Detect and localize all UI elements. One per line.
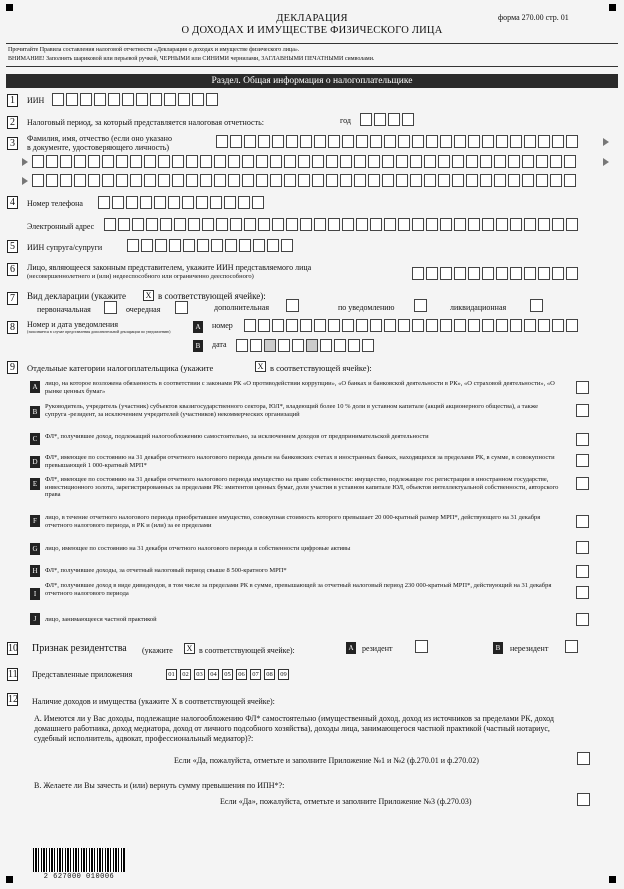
field-number: 1 [7, 94, 18, 107]
category-letter: J [30, 613, 40, 625]
categories-label-2: в соответствующей ячейке): [270, 363, 372, 373]
category-text: лицо, в течение отчетного налогового периода приобретавшее имущество, совокупная стоимость которого превышает 20 000-кратный размер МРП*, действующего на 31 декабря отчетного налогового периода, в РК и (или) за ее пределами [45, 514, 541, 529]
field-number: 6 [7, 263, 18, 276]
category-text: Руководитель, учредитель (участник) субъектов квазигосударственного сектора, ЮЛ*, владеющий более 10 % доли в уставном капитале (акций акционерного общества), а также супруга -резидент, за исключением учредителей (участников) некоммерческих организаций [45, 403, 539, 418]
category-text: лицо, имеющее по состоянию на 31 декабря отчетного налогового периода в собственности цифровые активы [45, 545, 351, 552]
x-sample-box: X [184, 643, 195, 654]
corner-mark [6, 876, 13, 883]
category-checkbox[interactable] [576, 541, 589, 554]
iin-input[interactable] [52, 93, 218, 106]
corner-mark [6, 4, 13, 11]
appendix-checkbox[interactable]: 01 [166, 669, 177, 680]
notice-number-note: (заполняется в случае представления дополнительной декларации по уведомлению) [27, 329, 171, 334]
category-text: ФЛ*, получившее доходы, за отчетный налоговый период свыше 8 500-кратного МРП* [45, 567, 287, 574]
income-label: Наличие доходов и имущества (укажите X в соответствующей ячейке): [32, 697, 275, 706]
letter-b-badge: B [493, 642, 503, 654]
notice-number-input[interactable] [244, 319, 578, 332]
residency-hint-2: в соответствующей ячейке): [199, 646, 295, 655]
category-letter: A [30, 381, 40, 393]
type-initial-checkbox[interactable] [104, 301, 117, 314]
notice-date-sub: дата [212, 340, 227, 349]
barcode-number: 2 627000 010006 [43, 873, 115, 881]
category-checkbox[interactable] [576, 477, 589, 490]
field-number: 3 [7, 137, 18, 150]
year-label: год [340, 116, 351, 125]
appendix-checkbox[interactable]: 09 [278, 669, 289, 680]
corner-mark [609, 876, 616, 883]
appendix-checkbox[interactable]: 04 [208, 669, 219, 680]
phone-input[interactable] [98, 196, 264, 209]
appendix-checkbox[interactable]: 03 [194, 669, 205, 680]
category-text: лицо, на которое возложена обязанность в соответствии с законами РК «О противодействии коррупции», «О банках и банковской деятельности в РК», «О страховой деятельности», «О рынке ценных бумаг» [45, 380, 555, 395]
name-label: Фамилия, имя, отчество (если оно указано [27, 134, 172, 143]
spouse-iin-input[interactable] [127, 239, 293, 252]
question-a: A. Имеются ли у Вас доходы, подлежащие налогообложению ФЛ* самостоятельно (имущественный доход, доход из источников за пределами РК, доход домашнего работника, доход медиатора, доход от личного подсобного хозяйства), доходы лица, занимающегося частной практикой (частный нотариус, судебный исполнитель, адвокат, профессиональный медиатор)?: [34, 714, 554, 743]
nonresident-label: нерезидент [510, 644, 549, 653]
spouse-iin-label: ИИН супруга/супруги [27, 243, 103, 252]
period-label: Налоговый период, за который представляется налоговая отчетность: [27, 118, 264, 127]
field-number: 2 [7, 116, 18, 129]
continue-arrow-icon [22, 158, 28, 166]
category-checkbox[interactable] [576, 433, 589, 446]
email-input[interactable] [104, 218, 578, 231]
representative-label-2: (несовершеннолетнего и (или) недееспособного или ограниченно дееспособного) [27, 273, 254, 280]
category-checkbox[interactable] [576, 613, 589, 626]
appendix-checkbox[interactable]: 07 [250, 669, 261, 680]
name-input-row-1[interactable] [216, 135, 578, 148]
form-title: ДЕКЛАРАЦИЯ [276, 13, 348, 24]
divider [6, 43, 618, 44]
category-letter: C [30, 433, 40, 445]
year-input[interactable] [360, 113, 414, 126]
field-number: 8 [7, 321, 18, 334]
field-number: 11 [8, 669, 18, 680]
notice-rules: Прочитайте Правила составления налоговой отчетности «Декларация о доходах и имуществе физического лица». [8, 47, 300, 53]
category-letter: B [30, 406, 40, 418]
section-header: Раздел. Общая информация о налогоплательщике [6, 74, 618, 88]
category-text: лицо, занимающееся частной практикой [45, 616, 157, 623]
appendix-checkbox[interactable]: 08 [264, 669, 275, 680]
category-checkbox[interactable] [576, 565, 589, 578]
email-label: Электронный адрес [27, 222, 95, 231]
residency-hint: (укажите [142, 646, 173, 655]
category-letter: D [30, 456, 40, 468]
x-sample-box: X [143, 290, 154, 301]
appendix-checkbox[interactable]: 05 [222, 669, 233, 680]
notice-number-label: Номер и дата уведомления [27, 320, 119, 329]
name-label-2: в документе, удостоверяющего личность) [27, 143, 170, 152]
category-text: ФЛ*, получившее доход, подлежащий налогообложению самостоятельно, за исключением доходов от предпринимательской деятельности [45, 433, 429, 440]
notice-warning: ВНИМАНИЕ! Заполнять шариковой или перьевой ручкой, ЧЕРНЫМИ или СИНИМИ чернилами, ЗАГЛАВНЫМИ ПЕЧАТНЫМИ символами. [8, 56, 375, 62]
field-number: 10 [8, 643, 18, 654]
question-a-checkbox[interactable] [577, 752, 590, 765]
question-b-checkbox[interactable] [577, 793, 590, 806]
representative-iin-input[interactable] [412, 267, 578, 280]
category-text: ФЛ*, получившее доход в виде дивидендов, в том числе за пределами РК в сумме, превышающей за отчетный налоговый период 230 000-кратный МРП*, действующий на 31 декабря отчетного налогового периода [45, 582, 552, 597]
type-regular-checkbox[interactable] [175, 301, 188, 314]
resident-label: резидент [362, 644, 393, 653]
category-checkbox[interactable] [576, 586, 589, 599]
name-input-row-2[interactable] [32, 155, 576, 168]
category-letter: H [30, 565, 40, 577]
continue-arrow-icon [603, 138, 609, 146]
question-a-instruction: Если «Да, пожалуйста, отметьте и заполните Приложение №1 и №2 (ф.270.01 и ф.270.02) [174, 756, 479, 765]
field-number: 9 [7, 361, 18, 374]
category-checkbox[interactable] [576, 381, 589, 394]
question-b: B. Желаете ли Вы зачесть и (или) вернуть сумму превышения по ИПН*?: [34, 781, 285, 790]
corner-mark [609, 4, 616, 11]
resident-checkbox[interactable] [415, 640, 428, 653]
category-letter: E [30, 478, 40, 490]
appendix-checkbox[interactable]: 06 [236, 669, 247, 680]
appendix-checkbox[interactable]: 02 [180, 669, 191, 680]
type-additional-checkbox[interactable] [286, 299, 299, 312]
residency-label: Признак резидентства [32, 643, 127, 654]
category-letter: I [30, 588, 40, 600]
category-checkbox[interactable] [576, 404, 589, 417]
category-text: ФЛ*, имеющее по состоянию на 31 декабря отчетного налогового периода имущество на праве собственности: имущество, подлежащее гос регистрации в иностранном государстве, инвестиционного золота, зарегистрированных за пределами РК: эмитентов ценных бумаг, доли участия в уставном капитале ЮЛ, объектов интеллектуальной собственности, авторского права [45, 476, 559, 498]
type-notice-label: по уведомлению [338, 303, 395, 312]
category-checkbox[interactable] [576, 515, 589, 528]
barcode [33, 848, 125, 872]
category-letter: F [30, 515, 40, 527]
question-b-instruction: Если «Да», пожалуйста, отметьте и заполните Приложение №3 (ф.270.03) [220, 797, 472, 806]
letter-a-badge: A [346, 642, 356, 654]
divider [6, 66, 618, 67]
type-additional-label: дополнительная [214, 303, 269, 312]
category-checkbox[interactable] [576, 454, 589, 467]
phone-label: Номер телефона [27, 199, 83, 208]
notice-number-sub: номер [212, 321, 233, 330]
categories-label: Отдельные категории налогоплательщика (укажите [27, 363, 214, 373]
type-notice-checkbox[interactable] [414, 299, 427, 312]
type-regular-label: очередная [126, 305, 161, 314]
letter-b-badge: B [193, 340, 203, 352]
type-liquidation-checkbox[interactable] [530, 299, 543, 312]
field-number: 12 [8, 694, 18, 705]
letter-a-badge: A [193, 321, 203, 333]
type-initial-label: первоначальная [37, 305, 91, 314]
category-text: ФЛ*, имеющее по состоянию на 31 декабря отчетного налогового периода деньги на банковских счетах в иностранных банках, находящихся за пределами РК, в сумме, в совокупности превышающей 1 000-кратный МРП* [45, 454, 555, 469]
field-number: 7 [7, 292, 18, 305]
declaration-type-label: Вид декларации (укажите [27, 291, 126, 301]
type-liquidation-label: ликвидационная [450, 303, 507, 312]
field-number: 4 [7, 196, 18, 209]
appendices-label: Представленные приложения [32, 670, 133, 679]
notice-date-input[interactable] [236, 339, 374, 352]
continue-arrow-icon [603, 158, 609, 166]
category-letter: G [30, 543, 40, 555]
continue-arrow-icon [22, 177, 28, 185]
declaration-type-label-2: в соответствующей ячейке): [158, 291, 266, 301]
form-number: форма 270.00 стр. 01 [498, 13, 569, 22]
x-sample-box: X [255, 361, 266, 372]
field-number: 5 [7, 240, 18, 253]
representative-label: Лицо, являющееся законным представителем, укажите ИИН представляемого лица [27, 263, 312, 272]
iin-label: ИИН [27, 96, 45, 105]
name-input-row-3[interactable] [32, 174, 576, 187]
nonresident-checkbox[interactable] [565, 640, 578, 653]
form-subtitle: О ДОХОДАХ И ИМУЩЕСТВЕ ФИЗИЧЕСКОГО ЛИЦА [181, 25, 443, 36]
